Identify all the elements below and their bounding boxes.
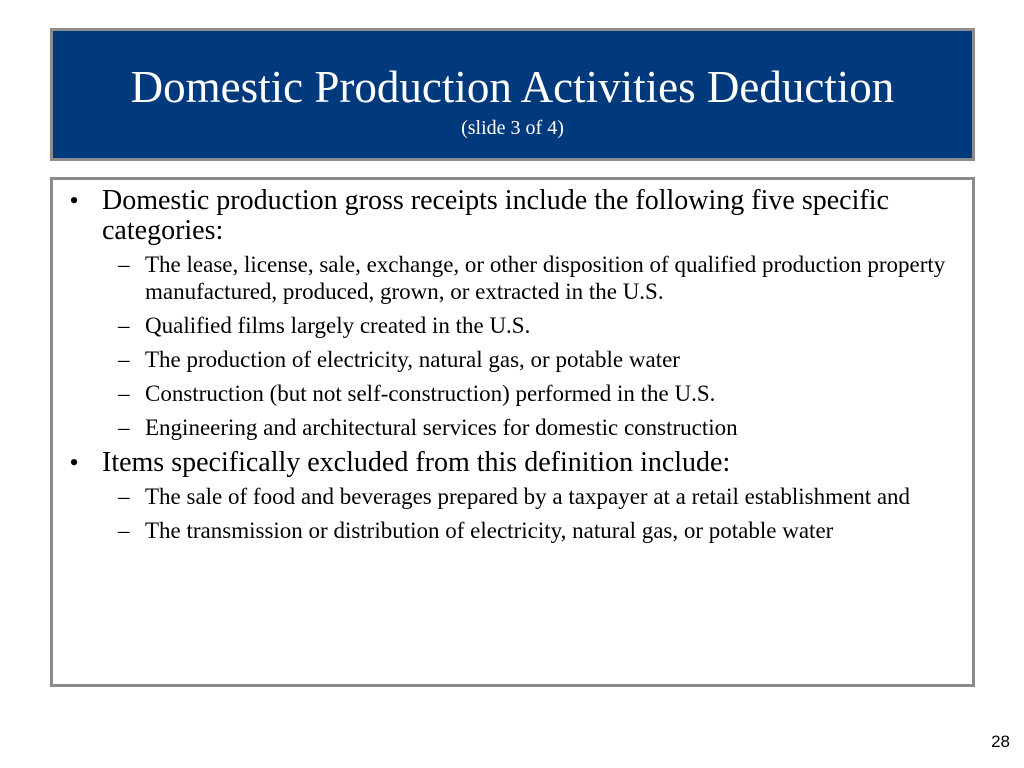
bullet-text: Domestic production gross receipts include the following five specific categories: [102,185,889,246]
dash-icon: – [118,381,130,406]
sub-item [99,312,962,339]
sub-item-text: The sale of food and beverages prepared by a taxpayer at a retail establishment and [145,484,911,509]
sub-bullet-list [102,483,962,544]
bullet-icon: • [69,448,79,477]
bullet-list [53,186,972,551]
title-banner [50,28,975,161]
sub-item-text: The transmission or distribution of electricity, natural gas, or potable water [145,518,834,543]
content-panel [50,177,975,687]
sub-item [99,414,962,441]
bullet-item-gross-receipts [53,186,972,441]
bullet-item-exclusions [53,448,972,544]
sub-item [99,380,962,407]
sub-item-text: Qualified films largely created in the U.S. [145,313,531,338]
sub-item [99,346,962,373]
page-number: 28 [991,732,1010,751]
sub-item [99,251,962,305]
dash-icon: – [118,347,130,372]
bullet-text: Items specifically excluded from this definition include: [102,447,731,478]
slide-subtitle: (slide 3 of 4) [461,117,564,139]
dash-icon: – [118,415,130,440]
sub-bullet-list [102,251,962,441]
sub-item-text: The lease, license, sale, exchange, or other disposition of qualified production property manufactured, produced, grown, or extracted in the U.S. [145,252,946,304]
dash-icon: – [118,252,130,277]
sub-item-text: Construction (but not self-construction) performed in the U.S. [145,381,716,406]
sub-item-text: The production of electricity, natural gas, or potable water [145,347,680,372]
bullet-icon: • [69,186,79,215]
sub-item [99,517,962,544]
sub-item [99,483,962,510]
sub-item-text: Engineering and architectural services for domestic construction [145,415,738,440]
dash-icon: – [118,518,130,543]
slide-title: Domestic Production Activities Deduction [130,62,895,112]
dash-icon: – [118,484,130,509]
dash-icon: – [118,313,130,338]
